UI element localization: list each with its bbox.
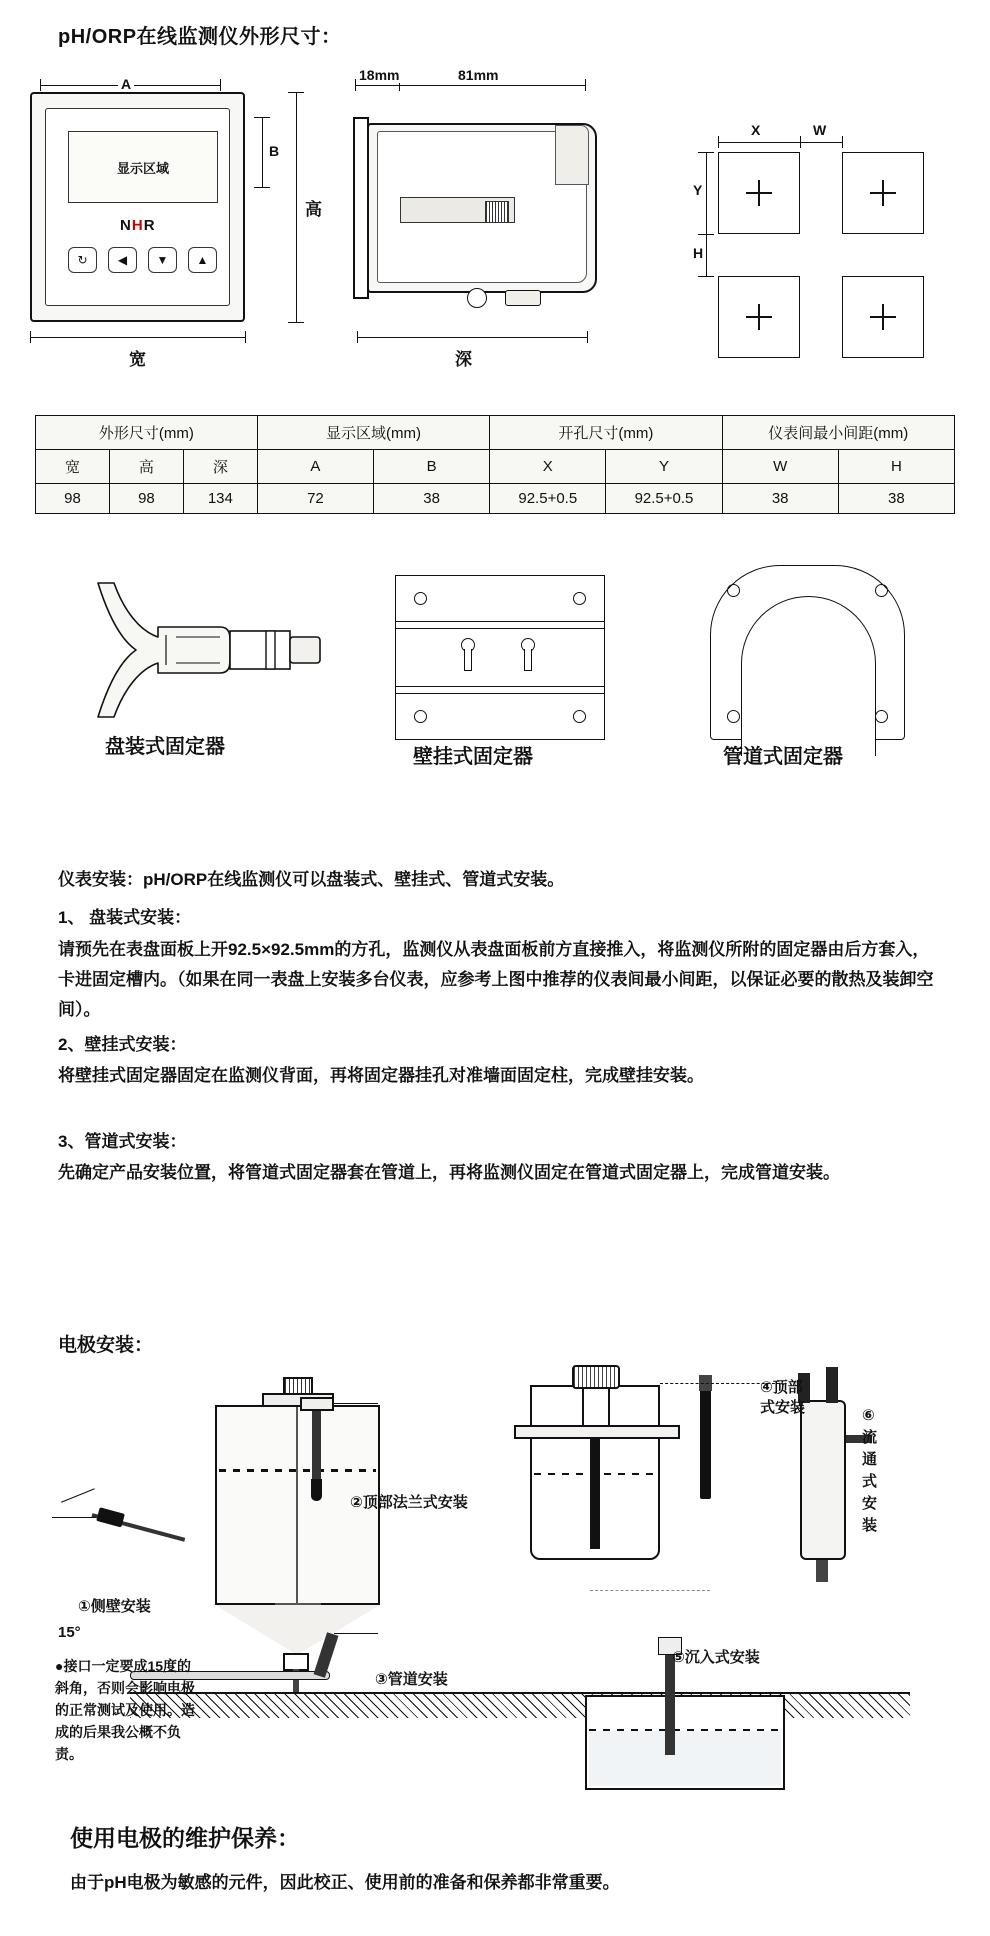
vessel-neck [582, 1387, 610, 1427]
page-title: pH/ORP在线监测仪外形尺寸： [58, 26, 342, 48]
bracket-keyhole [458, 638, 478, 672]
top-mount-vessel [530, 1385, 660, 1560]
bracket-hole [727, 710, 740, 723]
leader-line-1 [61, 1488, 95, 1503]
dim-a-label: A [118, 76, 134, 92]
dim-b-label: B [266, 143, 282, 159]
dim-18-line [355, 85, 399, 86]
table-subheader: 深 [183, 450, 257, 484]
side-front-flange [353, 117, 369, 299]
flow-through-cell [800, 1400, 846, 1560]
callout-flow-line4: 式 [862, 1473, 878, 1490]
submersion-pit [585, 1695, 785, 1790]
bracket-hole [414, 710, 427, 723]
pipe-mount-bracket [710, 565, 905, 740]
dimension-table [35, 415, 955, 514]
callout-top-flange: ②顶部法兰式安装 [350, 1494, 468, 1511]
panel-mount-clip [80, 575, 330, 725]
callout-flow-through [862, 1405, 884, 1537]
callout-flow-line1: ⑥ [862, 1407, 875, 1424]
probe-top-flange [312, 1411, 321, 1481]
panel-clip-drawing [80, 575, 330, 725]
table-subheader: 宽 [36, 450, 110, 484]
table-cell: 38 [722, 484, 838, 514]
wall-mount-caption: 壁挂式固定器 [413, 746, 533, 768]
maintenance-title: 使用电极的维护保养： [70, 1825, 300, 1851]
dim-b-tick-bottom [254, 187, 270, 188]
side-rear-cap [555, 125, 589, 185]
table-cell: 92.5+0.5 [490, 484, 606, 514]
pit-water-line [589, 1729, 781, 1731]
table-subheader: W [722, 450, 838, 484]
flow-cell-outlet [816, 1560, 828, 1582]
instrument-front-view [30, 92, 245, 322]
instrument-side-view [355, 105, 635, 320]
key-power-icon[interactable]: ↻ [68, 247, 97, 273]
display-area: 显示区域 [68, 131, 218, 203]
dim-h-tick-bottom [698, 276, 714, 277]
electrode-section-title: 电极安装： [58, 1335, 154, 1356]
dim-height-tick-bottom [288, 322, 304, 323]
dim-depth-tick-left [357, 331, 358, 343]
cutout-square [842, 276, 924, 358]
table-subheader: 高 [109, 450, 183, 484]
dim-y-line [706, 152, 707, 234]
install-step1-title: 1、 盘装式安装： [58, 908, 192, 927]
bracket-fold-line [396, 686, 604, 687]
callout-flow-line2: 流 [862, 1429, 878, 1446]
table-group-header: 外形尺寸(mm) [36, 416, 258, 450]
mounting-hardware-diagrams [0, 565, 990, 830]
tank-shaft [296, 1407, 298, 1607]
flange-top [300, 1397, 334, 1411]
dim-depth-label: 深 [452, 345, 475, 370]
callout-flow-line5: 安 [862, 1495, 878, 1512]
install-step2-title: 2、壁挂式安装： [58, 1035, 187, 1054]
side-cable-gland [505, 290, 541, 306]
tank-cone-bottom [215, 1605, 380, 1655]
crosshair-icon [870, 304, 896, 330]
install-lead: 仪表安装：pH/ORP在线监测仪可以盘装式、壁挂式、管道式安装。 [58, 870, 565, 889]
callout-angle: 15° [58, 1624, 81, 1641]
front-bezel [45, 108, 230, 306]
table-subheader: B [374, 450, 490, 484]
install-step3-title: 3、管道式安装： [58, 1132, 187, 1151]
table-cell: 98 [109, 484, 183, 514]
dim-h-line [706, 234, 707, 276]
dimension-diagrams [0, 55, 990, 369]
dim-height-label: 高 [302, 195, 325, 220]
probe-top-insert [590, 1437, 600, 1549]
dim-width-label: 宽 [126, 345, 149, 370]
bracket-hole [573, 710, 586, 723]
panel-mount-caption: 盘装式固定器 [105, 736, 225, 758]
callout-flow-line6: 装 [862, 1517, 878, 1534]
table-header-row [36, 416, 955, 450]
dim-height-line [296, 92, 297, 322]
maintenance-body: 由于pH电极为敏感的元件，因此校正、使用前的准备和保养都非常重要。 [70, 1873, 620, 1892]
bracket-keyhole [518, 638, 538, 672]
callout-flow-line3: 通 [862, 1451, 878, 1468]
cutout-square [718, 276, 800, 358]
table-group-header: 开孔尺寸(mm) [490, 416, 722, 450]
bracket-hole [875, 710, 888, 723]
callout-top-mount-line2: 式安装 [760, 1399, 806, 1416]
crosshair-icon [746, 180, 772, 206]
cutout-square [718, 152, 800, 234]
leader-line-3 [334, 1633, 378, 1634]
table-subheader: Y [606, 450, 722, 484]
key-down-icon[interactable]: ▼ [148, 247, 177, 273]
pit-water [589, 1731, 781, 1786]
dim-w-line [800, 142, 842, 143]
dim-width-tick-left [30, 331, 31, 343]
install-step3-body: 先确定产品安装位置，将管道式固定器套在管道上，再将监测仪固定在管道式固定器上，完成管道安装。 [58, 1163, 840, 1182]
table-cell: 38 [838, 484, 954, 514]
wall-mount-bracket [395, 575, 605, 740]
dim-a-tick-right [220, 79, 221, 91]
dim-w-tick-right [842, 136, 843, 148]
probe-standalone [700, 1389, 711, 1499]
table-cell: 98 [36, 484, 110, 514]
flow-cell-probe-b [826, 1367, 838, 1403]
table-subheader-row [36, 450, 955, 484]
dim-81-line [399, 85, 585, 86]
key-up-icon[interactable]: ▲ [188, 247, 217, 273]
bracket-hole [414, 592, 427, 605]
dim-width-tick-right [245, 331, 246, 343]
callout-pipe: ③管道安装 [375, 1671, 448, 1688]
table-cell: 92.5+0.5 [606, 484, 722, 514]
bracket-fold-line [396, 621, 604, 622]
leader-line-2 [334, 1403, 378, 1404]
pipe-cutout [741, 596, 876, 756]
install-step2-body: 将壁挂式固定器固定在监测仪背面，再将固定器挂孔对准墙面固定柱，完成壁挂安装。 [58, 1066, 704, 1085]
bracket-hole [875, 584, 888, 597]
table-subheader: A [257, 450, 373, 484]
bracket-fold-line [396, 628, 604, 629]
dim-width-line [30, 337, 245, 338]
table-cell: 134 [183, 484, 257, 514]
brand-logo: NHR [120, 217, 156, 234]
probe-side-wall-head [96, 1507, 125, 1527]
dim-x-label: X [748, 122, 763, 138]
dim-y-tick-top [698, 152, 714, 153]
dim-h-label: H [690, 245, 706, 261]
bracket-hole [573, 592, 586, 605]
table-cell: 72 [257, 484, 373, 514]
bracket-fold-line [396, 693, 604, 694]
bracket-hole [727, 584, 740, 597]
side-terminal-slot [400, 197, 515, 223]
dim-81-label: 81mm [455, 67, 501, 83]
dim-a-tick-left [40, 79, 41, 91]
callout-submersion: ⑤沉入式安装 [672, 1649, 760, 1666]
table-group-header: 显示区域(mm) [257, 416, 489, 450]
dim-y-label: Y [690, 182, 705, 198]
dim-height-tick-top [288, 92, 304, 93]
dim-b-tick-top [254, 117, 270, 118]
vessel-cap [572, 1365, 620, 1389]
callout-top-mount [760, 1378, 805, 1418]
table-subheader: X [490, 450, 606, 484]
table-group-header: 仪表间最小间距(mm) [722, 416, 954, 450]
dim-depth-line [357, 337, 587, 338]
table-subheader: H [838, 450, 954, 484]
table-cell: 38 [374, 484, 490, 514]
dim-w-label: W [810, 122, 829, 138]
panel-cutout-view [690, 110, 960, 335]
angle-guide-line [52, 1517, 96, 1518]
key-left-icon[interactable]: ◀ [108, 247, 137, 273]
callout-top-mount-line1: ④顶部 [760, 1379, 803, 1396]
keypad [68, 247, 217, 273]
install-step1-body: 请预先在表盘面板上开92.5×92.5mm的方孔，监测仪从表盘面板前方直接推入，将监测仪所附的固定器由后方套入，卡进固定槽内。（如果在同一表盘上安装多台仪表，应参考上图中推荐的仪表间最小间距，以保证必要的散热及装卸空间）。 [58, 940, 934, 1019]
cutout-square [842, 152, 924, 234]
dim-depth-tick-right [587, 331, 588, 343]
table-row [36, 484, 955, 514]
dim-18-label: 18mm [356, 67, 402, 83]
side-screw-nut [467, 288, 487, 308]
electrode-warning-note: ●接口一定要成15度的斜角，否则会影响电极的正常测试及使用。造成的后果我公概不负责。 [55, 1658, 195, 1762]
crosshair-icon [746, 304, 772, 330]
dim-x-line [718, 142, 800, 143]
dim-x-tick-left [718, 136, 719, 148]
pipe-mount-caption: 管道式固定器 [723, 746, 843, 768]
callout-side-wall: ①侧壁安装 [78, 1598, 151, 1615]
probe-top-flange-tip [311, 1479, 322, 1501]
dim-b-line [262, 117, 263, 187]
dim-81-tick-right [585, 79, 586, 91]
crosshair-icon [870, 180, 896, 206]
ground-hatching [130, 1692, 910, 1718]
